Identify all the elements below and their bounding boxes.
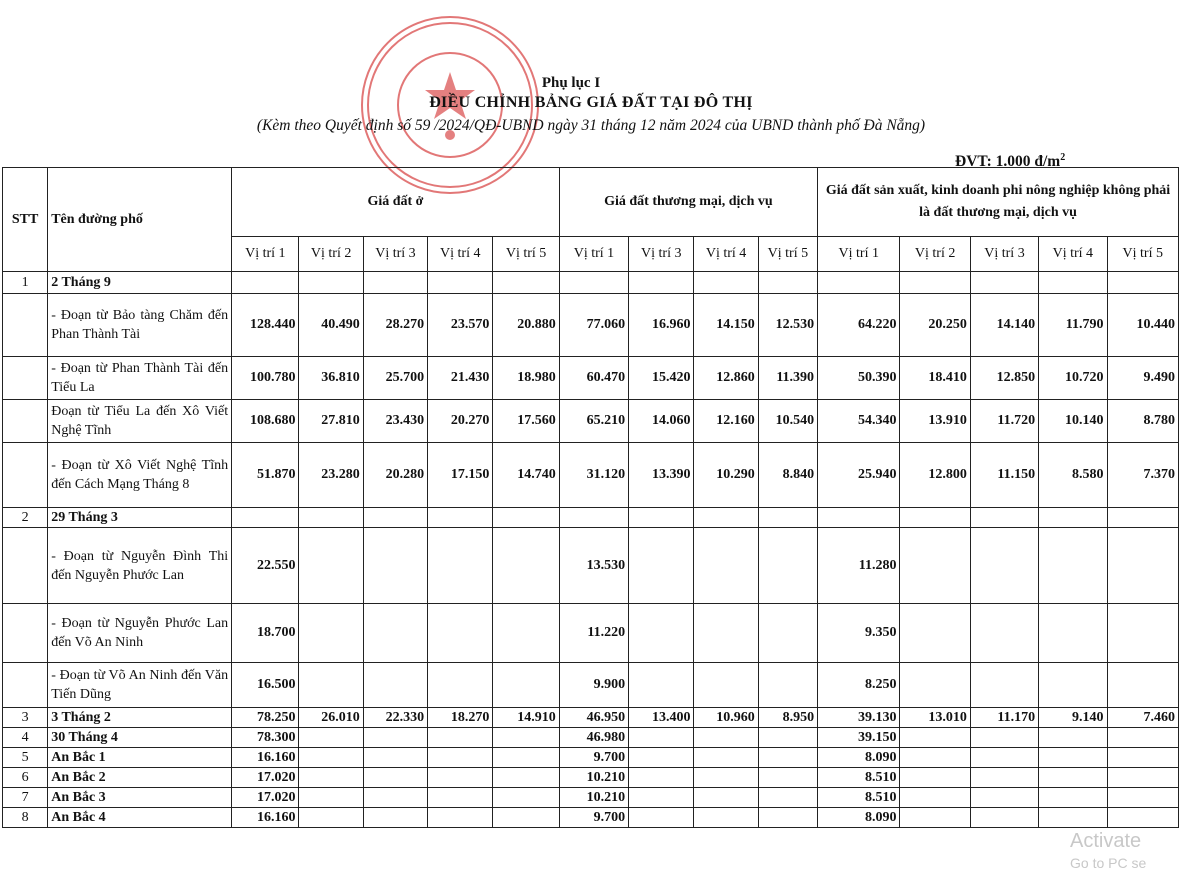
price-cell [299,528,363,604]
position-header: Vị trí 1 [232,237,299,272]
price-cell [694,768,758,788]
table-row [3,508,1179,528]
price-cell [900,508,970,528]
price-cell [299,663,363,708]
price-cell: 15.420 [629,357,694,400]
price-cell [1039,272,1107,294]
price-cell [1107,728,1179,748]
price-cell: 8.780 [1107,400,1179,443]
price-cell: 54.340 [818,400,900,443]
position-header: Vị trí 5 [493,237,559,272]
price-cell [1107,808,1179,828]
stt-cell [3,443,48,508]
position-header: Vị trí 5 [1107,237,1179,272]
appendix-label: Phụ lục I [541,75,601,91]
price-cell: 11.150 [970,443,1038,508]
street-name-cell: - Đoạn từ Bảo tàng Chăm đến Phan Thành Tài [48,294,232,357]
price-cell [1039,663,1107,708]
price-cell [694,728,758,748]
price-cell [629,788,694,808]
price-cell [363,604,427,663]
position-header: Vị trí 1 [559,237,628,272]
price-cell: 22.550 [232,528,299,604]
price-cell: 40.490 [299,294,363,357]
stt-cell [3,528,48,604]
price-cell [299,272,363,294]
price-cell [758,604,817,663]
price-cell [900,663,970,708]
price-cell: 9.350 [818,604,900,663]
table-row [3,788,1179,808]
price-cell: 18.700 [232,604,299,663]
price-cell: 11.220 [559,604,628,663]
price-cell [970,604,1038,663]
price-cell: 13.390 [629,443,694,508]
price-cell [493,663,559,708]
price-cell [694,788,758,808]
price-cell [629,508,694,528]
stt-cell: 4 [3,728,48,748]
price-cell: 100.780 [232,357,299,400]
price-cell [694,528,758,604]
street-name-cell: 3 Tháng 2 [48,708,232,728]
price-cell [428,788,493,808]
price-cell: 11.720 [970,400,1038,443]
table-row [3,604,1179,663]
street-name-cell: Đoạn từ Tiểu La đến Xô Viết Nghệ Tĩnh [48,400,232,443]
price-cell [363,768,427,788]
table-row [3,728,1179,748]
price-cell [970,663,1038,708]
price-cell [1039,508,1107,528]
position-header: Vị trí 4 [1039,237,1107,272]
table-row [3,272,1179,294]
price-cell: 60.470 [559,357,628,400]
price-cell [232,508,299,528]
price-cell [493,748,559,768]
price-cell [818,508,900,528]
price-cell [1039,528,1107,604]
price-cell [493,788,559,808]
price-cell: 64.220 [818,294,900,357]
price-cell [970,528,1038,604]
price-cell [299,748,363,768]
price-cell [629,528,694,604]
street-name-cell: 29 Tháng 3 [48,508,232,528]
position-header: Vị trí 4 [428,237,493,272]
position-header: Vị trí 3 [970,237,1038,272]
price-cell [428,808,493,828]
stt-cell [3,294,48,357]
price-cell: 78.250 [232,708,299,728]
price-cell: 11.390 [758,357,817,400]
price-cell: 20.280 [363,443,427,508]
price-cell [559,272,628,294]
price-cell: 14.740 [493,443,559,508]
price-cell [299,508,363,528]
price-cell [493,728,559,748]
price-cell [900,748,970,768]
price-cell: 8.510 [818,788,900,808]
price-cell [758,272,817,294]
price-cell: 46.950 [559,708,628,728]
stt-cell: 6 [3,768,48,788]
price-cell [493,528,559,604]
price-cell: 28.270 [363,294,427,357]
street-name-cell: An Bắc 3 [48,788,232,808]
price-cell [363,508,427,528]
price-cell: 108.680 [232,400,299,443]
price-cell [629,808,694,828]
price-cell [299,604,363,663]
price-cell [299,808,363,828]
price-cell [299,788,363,808]
price-cell [900,528,970,604]
price-cell [970,788,1038,808]
price-cell: 46.980 [559,728,628,748]
position-header: Vị trí 3 [629,237,694,272]
table-row [3,748,1179,768]
price-cell: 8.250 [818,663,900,708]
price-cell: 10.140 [1039,400,1107,443]
activate-watermark: Activate Go to PC se [1070,830,1147,871]
price-cell: 14.140 [970,294,1038,357]
price-cell: 16.160 [232,748,299,768]
street-name-cell: 30 Tháng 4 [48,728,232,748]
price-cell: 78.300 [232,728,299,748]
price-cell: 10.540 [758,400,817,443]
price-cell: 17.560 [493,400,559,443]
price-cell [758,508,817,528]
price-cell [428,728,493,748]
price-cell [1039,748,1107,768]
price-cell [363,728,427,748]
street-name-cell: - Đoạn từ Xô Viết Nghệ Tĩnh đến Cách Mạng Tháng 8 [48,443,232,508]
price-cell [363,663,427,708]
price-cell: 50.390 [818,357,900,400]
price-cell: 21.430 [428,357,493,400]
price-cell [970,508,1038,528]
stt-cell: 3 [3,708,48,728]
table-row [3,443,1179,508]
price-cell [428,768,493,788]
price-cell [363,808,427,828]
price-cell: 20.250 [900,294,970,357]
price-cell: 9.900 [559,663,628,708]
price-cell: 8.950 [758,708,817,728]
price-cell [629,272,694,294]
price-cell: 10.960 [694,708,758,728]
price-cell: 8.090 [818,748,900,768]
price-cell [758,808,817,828]
price-cell [1039,788,1107,808]
price-cell [900,604,970,663]
position-header: Vị trí 2 [900,237,970,272]
price-cell [428,604,493,663]
table-row [3,400,1179,443]
price-cell [694,663,758,708]
price-cell [1107,663,1179,708]
street-name-cell: An Bắc 4 [48,808,232,828]
price-cell [758,528,817,604]
price-cell: 13.010 [900,708,970,728]
price-cell: 11.280 [818,528,900,604]
stt-cell [3,604,48,663]
price-cell [1107,508,1179,528]
price-cell: 51.870 [232,443,299,508]
price-cell: 22.330 [363,708,427,728]
price-cell: 26.010 [299,708,363,728]
price-cell: 17.020 [232,788,299,808]
price-cell: 18.980 [493,357,559,400]
price-cell [629,768,694,788]
price-cell [1107,748,1179,768]
price-cell: 9.140 [1039,708,1107,728]
document-title: ĐIỀU CHỈNH BẢNG GIÁ ĐẤT TẠI ĐÔ THỊ [429,94,753,111]
commercial-land-header: Giá đất thương mại, dịch vụ [559,168,817,237]
price-cell: 128.440 [232,294,299,357]
unit-label: ĐVT: 1.000 $đ/m^2$ [955,152,1066,171]
price-cell [1107,528,1179,604]
price-cell: 12.860 [694,357,758,400]
price-cell: 10.210 [559,788,628,808]
price-cell: 39.130 [818,708,900,728]
street-name-cell: 2 Tháng 9 [48,272,232,294]
price-cell [694,508,758,528]
price-cell: 23.280 [299,443,363,508]
price-cell [970,768,1038,788]
price-cell [493,508,559,528]
price-cell [1039,728,1107,748]
price-cell: 77.060 [559,294,628,357]
street-name-header: Tên đường phố [48,168,232,272]
position-header: Vị trí 3 [363,237,427,272]
price-cell: 16.160 [232,808,299,828]
price-cell: 9.700 [559,748,628,768]
price-cell [363,272,427,294]
price-cell [629,728,694,748]
price-cell [1039,604,1107,663]
price-cell [970,728,1038,748]
price-cell: 9.700 [559,808,628,828]
price-cell: 13.530 [559,528,628,604]
price-cell [818,272,900,294]
price-cell [493,604,559,663]
price-cell [629,748,694,768]
price-cell: 10.440 [1107,294,1179,357]
price-cell [1107,768,1179,788]
price-cell [758,728,817,748]
price-cell: 14.060 [629,400,694,443]
price-cell: 23.570 [428,294,493,357]
price-cell: 65.210 [559,400,628,443]
price-cell [1107,604,1179,663]
price-cell: 10.210 [559,768,628,788]
price-cell: 23.430 [363,400,427,443]
table-row [3,808,1179,828]
price-cell [970,808,1038,828]
price-cell: 18.270 [428,708,493,728]
street-name-cell: - Đoạn từ Nguyễn Đình Thi đến Nguyễn Phước Lan [48,528,232,604]
price-cell [428,272,493,294]
table-row [3,663,1179,708]
price-cell [559,508,628,528]
street-name-cell: - Đoạn từ Nguyễn Phước Lan đến Võ An Ninh [48,604,232,663]
price-cell [900,768,970,788]
price-cell [694,748,758,768]
table-row [3,528,1179,604]
price-cell [1107,788,1179,808]
stt-cell [3,663,48,708]
price-cell: 27.810 [299,400,363,443]
land-price-table [2,167,1179,828]
price-cell [428,748,493,768]
stt-cell [3,357,48,400]
price-cell [900,272,970,294]
residential-land-header: Giá đất ở [232,168,560,237]
street-name-cell: - Đoạn từ Phan Thành Tài đến Tiểu La [48,357,232,400]
price-cell: 10.290 [694,443,758,508]
price-cell [900,808,970,828]
table-row [3,708,1179,728]
position-header: Vị trí 1 [818,237,900,272]
price-cell [758,788,817,808]
price-cell [694,808,758,828]
price-cell [428,508,493,528]
stt-header: STT [3,168,48,272]
price-cell [629,604,694,663]
price-cell: 8.510 [818,768,900,788]
price-cell: 20.880 [493,294,559,357]
price-cell [493,768,559,788]
price-cell [758,663,817,708]
stt-cell: 5 [3,748,48,768]
price-cell: 7.370 [1107,443,1179,508]
price-cell: 8.840 [758,443,817,508]
table-row [3,357,1179,400]
table-row [3,768,1179,788]
price-cell: 17.150 [428,443,493,508]
price-cell: 8.090 [818,808,900,828]
price-cell [428,528,493,604]
price-cell [299,728,363,748]
price-cell [232,272,299,294]
price-cell: 13.400 [629,708,694,728]
price-cell [493,272,559,294]
street-name-cell: An Bắc 2 [48,768,232,788]
price-cell [363,788,427,808]
price-cell [1039,808,1107,828]
price-cell [428,663,493,708]
price-cell: 14.150 [694,294,758,357]
stt-cell: 2 [3,508,48,528]
price-cell: 16.960 [629,294,694,357]
price-cell: 20.270 [428,400,493,443]
price-cell: 25.700 [363,357,427,400]
price-cell: 31.120 [559,443,628,508]
price-cell: 12.530 [758,294,817,357]
price-cell: 18.410 [900,357,970,400]
position-header: Vị trí 2 [299,237,363,272]
price-cell [758,768,817,788]
price-cell: 16.500 [232,663,299,708]
price-cell: 11.790 [1039,294,1107,357]
price-cell: 12.800 [900,443,970,508]
price-cell [363,528,427,604]
price-cell [493,808,559,828]
price-cell [363,748,427,768]
price-cell: 14.910 [493,708,559,728]
position-header: Vị trí 4 [694,237,758,272]
price-cell: 39.150 [818,728,900,748]
street-name-cell: - Đoạn từ Võ An Ninh đến Văn Tiến Dũng [48,663,232,708]
price-cell: 10.720 [1039,357,1107,400]
price-cell [1039,768,1107,788]
price-cell: 12.850 [970,357,1038,400]
price-cell: 8.580 [1039,443,1107,508]
price-cell [900,728,970,748]
price-cell: 36.810 [299,357,363,400]
business-land-header: Giá đất sản xuất, kinh doanh phi nông nghiệp không phải là đất thương mại, dịch vụ [818,168,1179,237]
price-cell: 7.460 [1107,708,1179,728]
document-subtitle: (Kèm theo Quyết định số 59 /2024/QĐ-UBND ngày 31 tháng 12 năm 2024 của UBND thành phố Đà Nẵng) [256,117,926,134]
price-cell [1107,272,1179,294]
price-cell: 17.020 [232,768,299,788]
price-cell [970,748,1038,768]
stt-cell: 1 [3,272,48,294]
price-cell: 11.170 [970,708,1038,728]
price-cell: 9.490 [1107,357,1179,400]
price-cell [694,272,758,294]
stt-cell: 7 [3,788,48,808]
stt-cell [3,400,48,443]
stt-cell: 8 [3,808,48,828]
price-cell [629,663,694,708]
table-row [3,294,1179,357]
price-cell [694,604,758,663]
street-name-cell: An Bắc 1 [48,748,232,768]
price-cell: 12.160 [694,400,758,443]
price-cell [970,272,1038,294]
price-cell: 13.910 [900,400,970,443]
price-cell [758,748,817,768]
price-cell [900,788,970,808]
position-header: Vị trí 5 [758,237,817,272]
price-cell: 25.940 [818,443,900,508]
price-cell [299,768,363,788]
